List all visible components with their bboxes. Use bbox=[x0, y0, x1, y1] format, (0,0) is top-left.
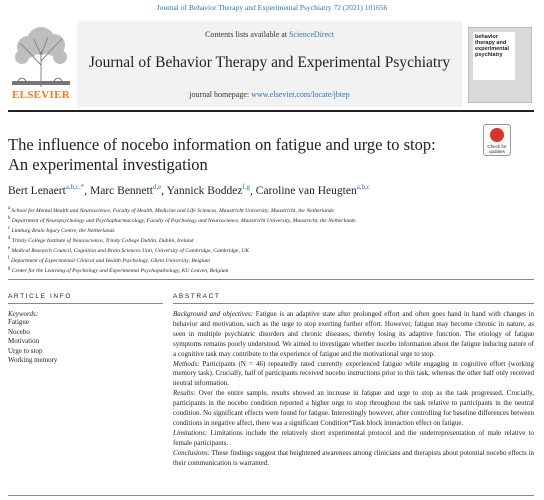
keyword-item: Motivation bbox=[8, 337, 40, 345]
affiliation-item bbox=[8, 245, 534, 255]
abstract-section-label: Limitations: bbox=[173, 428, 208, 437]
journal-citation[interactable]: Journal of Behavior Therapy and Experimental Psychiatry 72 (2021) 101656 bbox=[156, 3, 388, 12]
affiliation-marker: c bbox=[8, 225, 11, 231]
affiliation-marker: b bbox=[8, 215, 11, 221]
affiliation-item bbox=[8, 255, 534, 265]
affiliation-text: Limburg Brain Injury Centre, the Netherlands bbox=[11, 227, 115, 234]
abstract-heading: ABSTRACT bbox=[173, 293, 221, 300]
journal-header-box bbox=[77, 21, 462, 107]
sciencedirect-link[interactable]: ScienceDirect bbox=[289, 30, 334, 39]
abstract-paragraph bbox=[173, 310, 534, 360]
keyword-item: Working memory bbox=[8, 356, 58, 364]
author-affiliation-marker[interactable]: a,b,c,* bbox=[65, 183, 85, 191]
keyword-item: Nocebo bbox=[8, 327, 30, 336]
author-affiliation-marker[interactable]: d,e bbox=[152, 183, 162, 191]
affiliation-item bbox=[8, 225, 534, 235]
author-list: Bert Lenaert$^{a,b,c,*}$, Marc Bennett$^{d,e}$, Yannick Boddez$^{f,g}$, Caroline van Heugten$^{a,b,c}$ bbox=[8, 183, 370, 197]
elsevier-wordmark: ELSEVIER bbox=[11, 89, 71, 101]
author-name[interactable]: Yannick Boddez bbox=[166, 184, 243, 197]
affiliation-text: Center for the Learning of Psychology and Experimental Psychopathology, KU Leuven, Belgium bbox=[11, 267, 229, 274]
affiliation-text: Department of Experimental Clinical and Health Psychology, Ghent University, Belgium bbox=[10, 257, 210, 264]
homepage-prefix: journal homepage: bbox=[189, 90, 252, 99]
abstract-paragraph bbox=[173, 360, 534, 390]
journal-name: Journal of Behavior Therapy and Experimental Psychiatry bbox=[88, 54, 451, 71]
keyword-item: Fatigue bbox=[8, 318, 29, 326]
abstract-paragraph bbox=[173, 389, 534, 429]
affiliation-text: Medical Research Council, Cognition and Brain Sciences Unit, University of Cambridge, Cambridge, UK bbox=[11, 247, 249, 254]
keywords-list bbox=[8, 318, 57, 366]
header-divider bbox=[8, 110, 534, 112]
abstract-paragraph bbox=[173, 429, 534, 449]
abstract-section-text: Participants (N = 46) repeatedly rated currently experienced fatigue while engaging in cognitive effort (working memory task). Crucially, half of participants received nocebo instructions prior to this task, whereas the other half only received neutral information. bbox=[173, 359, 534, 388]
journal-homepage-link[interactable]: www.elsevier.com/locate/jbtep bbox=[251, 90, 350, 99]
affiliation-marker: f bbox=[8, 255, 10, 261]
abstract-paragraph bbox=[173, 449, 534, 469]
abstract-section-label: Results: bbox=[173, 389, 196, 398]
abstract-section-text: Over the entire sample, results showed an increase in fatigue and urge to stop as the task progressed. Crucially, participants in the nocebo condition reported a higher urge to stop throughout the task relative to participants in the neutral condition. No significant effects were found for fatigue. Interestingly however, after controlling for baseline differences between conditions in negative affect, there was a significant Condition*Task block interaction effect on fatigue. bbox=[173, 389, 534, 427]
affiliation-item bbox=[8, 215, 534, 225]
abstract-section-label: Background and objectives: bbox=[173, 310, 254, 318]
contents-prefix: Contents lists available at bbox=[205, 30, 290, 39]
affiliation-marker: e bbox=[8, 245, 11, 251]
affiliation-text: Department of Neuropsychology and Psychopharmacology, Faculty of Psychology and Neuroscience, Maastricht University, Maastricht, the Netherlands bbox=[11, 217, 356, 224]
affiliation-item bbox=[8, 205, 534, 215]
journal-cover-thumbnail[interactable] bbox=[468, 27, 532, 103]
abstract-section-label: Methods: bbox=[173, 359, 200, 368]
affiliation-marker: a bbox=[8, 206, 11, 211]
abstract-section-text: Limitations include the relatively short experimental protocol and the underrepresentation of male relative to female participants. bbox=[173, 428, 534, 447]
affiliations bbox=[8, 205, 534, 275]
affiliation-marker: d bbox=[8, 235, 11, 241]
author-affiliation-marker[interactable]: f,g bbox=[242, 183, 251, 191]
abstract-section-text: Fatigue is an adaptive state after prolonged effort and often goes hand in hand with changes in behavior and motivation, such as the urge to stop exerting further effort. However, fatigue may become chronic in nature, as seen in multiple psychiatric disorders and chronic diseases, thereby losing its adaptive function. The etiology of fatigue symptoms remains poorly understood. We aimed to investigate whether nocebo information about the fatigue inducing nature of a cognitive task may contribute to the experience of fatigue and the motivational urge to stop. bbox=[173, 310, 534, 358]
affiliation-item bbox=[8, 235, 534, 245]
section-divider bbox=[8, 279, 534, 280]
affiliation-item bbox=[8, 265, 534, 275]
tree-logo-icon bbox=[8, 21, 74, 89]
article-info-rule bbox=[8, 303, 163, 304]
elsevier-logo[interactable] bbox=[8, 21, 74, 107]
check-updates-icon bbox=[490, 128, 504, 142]
author-name[interactable]: Marc Bennett bbox=[90, 184, 153, 197]
keywords-label: Keywords: bbox=[8, 310, 39, 318]
abstract-rule bbox=[173, 303, 534, 304]
article-info-heading: ARTICLE INFO bbox=[8, 293, 72, 300]
keyword-item: Urge to stop bbox=[8, 346, 43, 355]
abstract-section-text: These findings suggest that heightened awareness among clinicians and therapists about potential nocebo effects in their communication is warranted. bbox=[173, 448, 534, 467]
homepage-line bbox=[77, 90, 462, 99]
journal-banner bbox=[8, 21, 534, 107]
author-affiliation-marker[interactable]: a,b,c bbox=[356, 183, 370, 191]
article-title: The influence of nocebo information on fatigue and urge to stop: An experimental investigation bbox=[8, 135, 436, 174]
abstract-body bbox=[173, 310, 534, 469]
affiliation-text: School for Mental Health and Neuroscience, Faculty of Health, Medicine and Life Sciences, Maastricht University, Maastricht, the Netherlands bbox=[11, 207, 334, 214]
cover-title-text: behavior therapy and experimental psychiatry bbox=[473, 32, 515, 80]
check-for-updates-button[interactable] bbox=[483, 124, 511, 156]
abstract-section-label: Conclusions: bbox=[173, 448, 210, 457]
bottom-divider bbox=[8, 495, 534, 496]
affiliation-marker: g bbox=[8, 265, 11, 271]
check-updates-label: Check for updates bbox=[487, 144, 507, 154]
author-name[interactable]: Caroline van Heugten bbox=[255, 184, 357, 197]
affiliation-text: Trinity College Institute of Neuroscience, Trinity College Dublin, Dublin, Ireland bbox=[11, 237, 194, 244]
author-name[interactable]: Bert Lenaert bbox=[8, 184, 66, 197]
contents-line bbox=[77, 30, 462, 39]
